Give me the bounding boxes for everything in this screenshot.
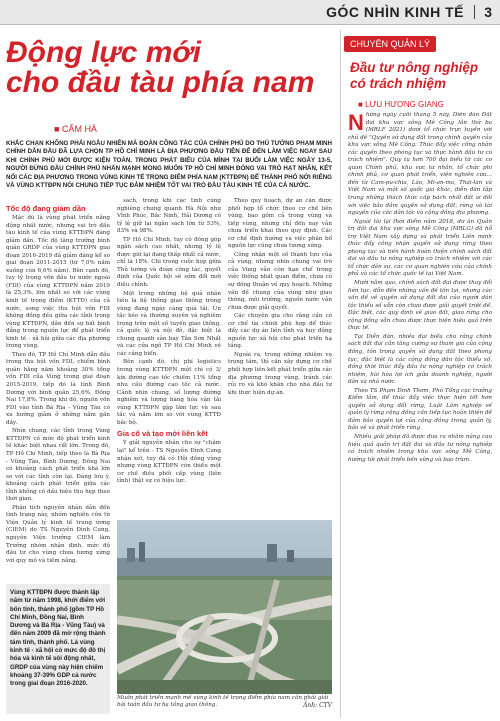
paragraph: Nhìn chung, các tỉnh trong Vùng KTTĐPN có mức độ phát triển kinh tế khác biệt nhau rất lớn. Trong đó, TP Hồ Chí Minh, tiếp theo là Bà Rịa - Vũng Tàu, Bình Dương, Đồng Nai có khoảng cách phát triển khá lớn so với các tỉnh còn lại. Đáng lưu ý, khoảng cách phát triển giữa các tỉnh không có dấu hiệu thu hẹp theo thời gian. — [6, 428, 110, 503]
subheading: Tốc độ đang giảm dần — [6, 204, 86, 213]
article-byline: ■ CẨM HÀ — [54, 124, 97, 134]
byline-author: LƯU HƯƠNG GIANG — [365, 100, 444, 109]
paragraph: Nhiều giải pháp đã được đưa ra nhằm nâng cao hiệu quả quản trị đất đai và đầu tư nông nghiệp có trách nhiệm trong khu vực sông Mê Công, hướng tới phát triển bền vững và bao trùm. — [348, 433, 492, 463]
headline-line: Động lực mới — [6, 36, 201, 69]
info-box: Vùng KTTĐPN được thành lập năm từ năm 1998, khởi điểm với bốn tỉnh, thành phố (gồm TP Hồ Chí Minh, Đồng Nai, Bình Dương và Bà Rịa - Vũng Tàu) và đến năm 2009 đã mở rộng thành tám tỉnh, thành phố. Là vùng kinh tế - xã hội có mức độ đô thị hóa và kinh tế sôi động nhất, GRDP của vùng này hiện chiếm khoảng 37-39% GDP cả nước trong giai đoạn 2016-2020. — [6, 584, 110, 714]
article-column-2 — [117, 198, 221, 516]
top-bar — [0, 0, 500, 25]
paragraph: Ý giải nguyên nhân cho sự "chậm lại" kể trên - TS Nguyễn Đình Cung nhận xét, tuy đã có Hội đồng vùng nhưng vùng KTTĐPN còn thiếu một cơ chế điều phối cấp vùng (liên tỉnh) thật sự có hiệu lực. — [117, 440, 221, 485]
article-column-3 — [228, 198, 332, 516]
sidebar-body — [348, 112, 492, 712]
page-number: 3 — [484, 4, 492, 20]
article-headline — [6, 38, 332, 98]
headline-line: cho đầu tàu phía nam — [6, 66, 315, 99]
paragraph: Mặc dù là vùng phát triển năng động nhất nước, nhưng vai trò đầu tàu kinh tế của vùng KTTĐPN đang giảm dần. Tốc độ tăng trưởng bình quân GRDP của vùng KTTĐPN giai đoạn 2016-2019 đã giảm đáng kể so giai đoạn 2011-2015 (từ 7,0% năm xuống còn 6,6% năm). Bên cạnh đó, tuy tỷ trọng vốn đầu tư nước ngoài (FDI) của vùng KTTĐPN năm 2019 là 25,3%, lớn nhất so với các vùng kinh tế trọng điểm (KTTĐ) của cả nước, song việc thu hút vốn FDI không đồng đều giữa các tỉnh trong vùng KTTĐPN, dẫn đến sự bất bình đẳng trong nguồn lực để phát triển kinh tế - xã hội giữa các địa phương trong vùng. — [6, 215, 110, 350]
paragraph: Ngoài tài lại thời điểm năm 2018, dư án Quản trị đất đai khu vực sông Mê Công (MRLG) đã hỗ trợ Việt Nam xây dựng và phát triển Liên minh thúc đẩy công nhận quyền sử dụng rừng theo phong tục và tiến hành hoàn thiện chính sách đất đai và đầu tư nông nghiệp có trách nhiệm với các tổ chức dân sự, các cơ quan nghiên cứu của chính phủ và các tổ chức quốc tế tại Việt Nam. — [348, 218, 492, 278]
paragraph: Bên cạnh đó, chi phí logistics trong vùng KTTĐPN một chi có 3/ kín đường cao tốc chiếm 11% tổng nhu cầu đường cao tốc cả nước. Cảnh nhìn chung, số lượng đường nghiêm và lượng hàng hóa vận tải vùng KTTĐPN gặp lắm lực và sau tắc và năm lớn so với vùng KTTĐ bắc bộ. — [117, 359, 221, 426]
paragraph: TP Hồ Chí Minh, tuy có đóng góp ngân sách cao nhất, nhưng tỷ lệ được giữ lại đang thấp nhất cả nước, chỉ là 18%. Chi trong cuộc họp giữa Thủ tướng và đoàn công tác, quyết định của Quốc hội sẽ sớm đổi mới điều chỉnh. — [117, 236, 221, 289]
drop-cap: N — [348, 112, 364, 135]
headline-line: có trách nhiệm — [350, 76, 447, 91]
main-article — [6, 30, 332, 718]
sidebar-headline — [350, 60, 490, 92]
paragraph: hững ngày cuối tháng 5 này, Diễn đàn Đất đai khu vực sông Mê Công lần thứ ba (MRLF 2021) dưới tổ chức trực tuyến với chủ đề "Quyền sử dụng đất trong chính quyền của khu vực sông Mê Công: Thúc đẩy việc công nhận các quyền theo phong tục và thực hành đầu tư có trách nhiệm". Quy tụ hơn 700 đại biểu từ các cơ quan Chính phủ, khu vực tư nhân, tổ chức phi chính phủ, cơ quan phát triển, viện nghiên cứu... đến từ Cam-pu-chia, Lào, Mi-an-ma, Thái-lan và Việt Nam và một số quốc gia khác, diễn đàn tập trung những thách thức cấp bách nhất đất ai đối với việc bảo đảm quyền sử dụng đất, rừng và tài nguyên của các dân tộc và cộng đồng địa phương. — [348, 112, 492, 217]
article-lead: KHẮC CHẠN KHÔNG PHẢI NGẪU NHIÊN MÀ ĐOÀN CÔNG TÁC CỦA CHÍNH PHỦ DO THỦ TƯỚNG PHẠM MINH CHÍNH DẪN ĐẦU ĐÃ LỰA CHỌN TP HỒ CHÍ MINH LÀ ĐỊA PHƯƠNG ĐẦU TIÊN ĐỂ ĐẾN LÀM VIỆC NGAY SAU KHI CHÍNH PHỦ MỚI ĐƯỢC KIỆN TOÀN. TRONG PHÁT BIỂU CỦA MÌNH TẠI BUỔI LÀM VIỆC NGÀY 13-5, NGƯỜI ĐỨNG ĐẦU CHÍNH PHỦ NHẤN MẠNH MONG MUỐN TP HỒ CHÍ MINH ĐÓNG VAI TRÒ HẠT NHÂN, KẾT NỐI CÁC ĐỊA PHƯƠNG TRONG VÙNG KINH TẾ TRỌNG ĐIỂM PHÍA NAM (KTTĐPN) ĐỂ THÀNH PHỐ NỚI RIÊNG VÀ VÙNG KTTĐPN NÓI CHUNG TIẾP TỤC ĐẢM NHIỆM TỐT VAI TRÒ ĐẦU TÀU KINH TẾ CỦA CẢ NƯỚC. — [6, 140, 332, 190]
sidebar-article — [340, 30, 496, 718]
paragraph: Các chuyên gia cho rằng cần có cơ chế tài chính phù hợp để thúc đẩy các dự án liên tỉnh và huy động nguồn lực xã hội cho phát triển hạ tầng. — [228, 313, 332, 350]
column-tag: CHUYÊN QUẢN LÝ — [344, 36, 436, 52]
headline-line: Đầu tư nông nghiệp — [350, 60, 479, 75]
header-divider — [474, 5, 475, 19]
paragraph: Phân tích nguyên nhân dẫn đến tình trạng này, nhóm nghiên cứu từ Viện Quản lý kinh tế trung ương (CIEM) do TS Nguyễn Đình Cung, nguyên Viện trưởng CIEM làm Trưởng nhóm nhận định, mức độ đầu tư cho vùng chưa tương xứng với quy mô và tiềm năng. — [6, 504, 110, 564]
paragraph: Công nhận một số thành tựu của cả vùng, nhưng nhìn chung vai trò của Vùng vẫn còn hạn chế trong việc thống nhất quan điểm, chưa có sự đồng thuận về quy hoạch. Những vấn đề chung của vùng như giao thông, môi trường, nguồn nước vẫn chưa được giải quyết. — [228, 251, 332, 311]
article-column-1 — [6, 202, 110, 572]
paragraph: Theo TS Phạm Đình Thơm, Phó Tổng cục trưởng Kiểm lâm, để thúc đẩy việc thực hiện tốt hơn quyền sử dụng đất rừng, Luật Lâm nghiệp về quản lý rừng cộng đồng cần tiếp tục hoàn thiện để đảm bảo quyền lợi của cộng đồng trong quản lý, bảo vệ và phát triển rừng. — [348, 387, 492, 432]
photo-credit: Ảnh: CTV — [303, 702, 332, 709]
section-title: GÓC NHÌN KINH TẾ — [326, 4, 464, 20]
article-photo — [117, 520, 332, 694]
paragraph: Theo đó, TP Hồ Chí Minh dẫn đầu trong thu hút vốn FDI, chiếm bình quân hằng năm khoảng 30% tổng vốn FDI của Vùng trong giai đoạn 2015-2019, tiếp đó là tỉnh Bình Dương với bình quân 25,6%, Đồng Nai 17,8%. Trong khi đó, nguồn vốn FDI vào tỉnh Bà Rịa - Vũng Tàu có xu hướng giảm ở những năm gần đây. — [6, 351, 110, 426]
interchange-photo — [117, 520, 332, 694]
byline-author: CẨM HÀ — [61, 124, 97, 134]
paragraph: Theo quy hoạch, dự án cần được phối hợp tổ chức theo cơ chế liên vùng, bao gồm cả trong vùng và tiếp vùng, nhưng chỉ đến nay vẫn chưa triển khai theo quy định. Các cơ chế định hướng và việc phân bổ nguồn lực cũng chưa tương xứng. — [228, 198, 332, 250]
paragraph: Ngoài ra, trong những nhiệm vụ trọng tâm, thì cần xây dựng cơ chế phối hợp liên kết phát triển giữa các địa phương trong vùng, tránh các rủi ro và khó khăn cho nhà đầu tư khi thực hiện dự án. — [228, 351, 332, 396]
sidebar-byline: ■ LƯU HƯƠNG GIANG — [358, 100, 444, 109]
paragraph: Một trong những hệ quả nhãn tiền là hệ thống giao thông trong vùng đang ngày càng quá tải. Ùn tắc kéo và thường xuyên và nghiêm trọng trên một số tuyến giao thông, cả quốc lộ và nội đô, đặc biệt là chung quanh sân bay Tân Sơn Nhất và các cửa ngõ TP Hồ Chí Minh về các cảng biển. — [117, 290, 221, 357]
photo-caption: Muốn phát triển mạnh mẽ vùng kinh tế trọng điểm phía nam cần phải giải bài toán đầu tư hạ tầng giao thông. — [117, 695, 329, 708]
paragraph: Mười năm qua, chính sách đất đai được thay đổi liên tục, dẫn đến những vấn đề tồn tại, nhưng các vấn đề về quyền sử dụng đất đai của người dân tộc thiểu số vẫn còn chưa được giải quyết triệt để. Đặc biệt, các quy định về giao đất, giao rừng cho cộng đồng vẫn chưa được thực hiện hiệu quả trên thực tế. — [348, 280, 492, 332]
subheading: Gia cố và tạo mới liên kết — [117, 429, 208, 439]
paragraph: sách, trong khi các tỉnh cũng nghiêng chung quanh Hà Nội như Vĩnh Phúc, Bắc Ninh, Hải Dương có tỷ lệ giữ lại ngân sách lớn từ 53%, 83% và 98%. — [117, 198, 221, 235]
paragraph: Tại Diễn đàn, nhiều đại biểu cho rằng chính sách đất đai cần tăng cường sự tham gia của cộng đồng, tôn trọng quyền sử dụng đất theo phong tục, đặc biệt là các cộng đồng dân tộc thiểu số, đồng thời thúc đẩy đầu tư nông nghiệp có trách nhiệm, hài hòa lợi ích giữa doanh nghiệp, người dân và nhà nước. — [348, 333, 492, 386]
